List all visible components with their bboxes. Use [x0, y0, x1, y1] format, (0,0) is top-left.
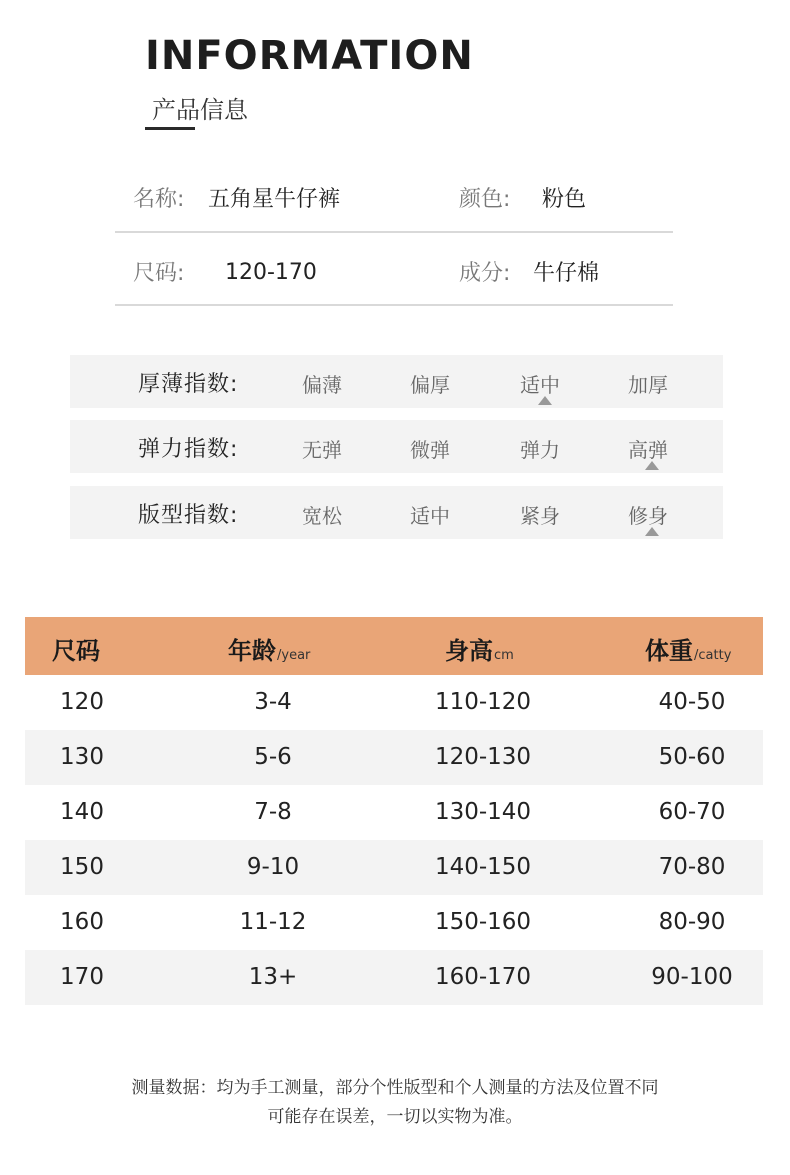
- cell-weight: 70-80: [658, 854, 726, 880]
- cell-size: 120: [60, 689, 104, 715]
- cell-size: 140: [60, 799, 104, 825]
- index-option: 弹力: [520, 438, 560, 462]
- index-option: 微弹: [410, 438, 450, 462]
- index-option: 高弹: [628, 438, 668, 462]
- cell-height: 130-140: [434, 799, 532, 825]
- cell-age: 7-8: [254, 799, 292, 825]
- cell-weight: 40-50: [658, 689, 726, 715]
- index-option: 宽松: [302, 504, 342, 528]
- footnote-line-2: 可能存在误差，一切以实物为准。: [267, 1107, 523, 1127]
- title-underline: [145, 127, 195, 130]
- size-table: [25, 617, 763, 1005]
- cell-age: 13+: [248, 964, 298, 990]
- table-row: [25, 785, 763, 840]
- index-row-thickness: [70, 355, 723, 408]
- index-option: 紧身: [520, 504, 560, 528]
- material-value: 牛仔棉: [533, 261, 600, 286]
- header-size: 尺码: [52, 637, 100, 665]
- cell-age: 3-4: [254, 689, 292, 715]
- cell-height: 110-120: [434, 689, 532, 715]
- color-label: 颜色:: [459, 187, 511, 212]
- info-divider: [115, 231, 673, 233]
- info-divider: [115, 304, 673, 306]
- table-row: [25, 730, 763, 785]
- cell-weight: 90-100: [651, 964, 733, 990]
- cell-height: 160-170: [434, 964, 532, 990]
- index-option: 无弹: [302, 438, 342, 462]
- name-value: 五角星牛仔裤: [208, 187, 341, 212]
- selected-marker-icon: [645, 527, 659, 536]
- index-row-elasticity: [70, 420, 723, 473]
- cell-size: 170: [60, 964, 104, 990]
- cell-weight: 60-70: [658, 799, 726, 825]
- cell-size: 150: [60, 854, 104, 880]
- selected-marker-icon: [645, 461, 659, 470]
- table-row: [25, 895, 763, 950]
- index-row-fit: [70, 486, 723, 539]
- color-value: 粉色: [542, 187, 587, 212]
- index-option: 适中: [410, 504, 450, 528]
- index-label: 厚薄指数:: [138, 372, 239, 397]
- cell-height: 150-160: [434, 909, 532, 935]
- name-label: 名称:: [133, 187, 185, 212]
- index-option: 偏厚: [410, 373, 450, 397]
- page-subtitle: 产品信息: [152, 96, 248, 124]
- cell-size: 130: [60, 744, 104, 770]
- cell-weight: 80-90: [658, 909, 726, 935]
- cell-height: 120-130: [434, 744, 532, 770]
- index-label: 版型指数:: [138, 503, 239, 528]
- index-option: 修身: [628, 504, 668, 528]
- cell-age: 9-10: [246, 854, 300, 880]
- info-row-name-color: [115, 162, 673, 232]
- cell-weight: 50-60: [658, 744, 726, 770]
- cell-height: 140-150: [434, 854, 532, 880]
- material-label: 成分:: [459, 261, 511, 286]
- size-table-header: [25, 617, 763, 675]
- header-age: 年龄/year: [228, 637, 311, 665]
- table-row: [25, 675, 763, 730]
- size-value: 120-170: [225, 260, 317, 285]
- index-option: 适中: [520, 373, 560, 397]
- table-row: [25, 840, 763, 895]
- header-height: 身高cm: [445, 637, 514, 665]
- info-row-size-material: [115, 236, 673, 306]
- header-weight: 体重/catty: [645, 637, 732, 665]
- index-option: 加厚: [628, 373, 668, 397]
- cell-age: 11-12: [239, 909, 307, 935]
- index-label: 弹力指数:: [138, 437, 239, 462]
- page-title: INFORMATION: [145, 33, 474, 79]
- table-row: [25, 950, 763, 1005]
- size-label: 尺码:: [133, 261, 185, 286]
- selected-marker-icon: [538, 396, 552, 405]
- cell-age: 5-6: [254, 744, 292, 770]
- footnote-line-1: 测量数据：均为手工测量，部分个性版型和个人测量的方法及位置不同: [131, 1078, 659, 1098]
- index-option: 偏薄: [302, 373, 342, 397]
- cell-size: 160: [60, 909, 104, 935]
